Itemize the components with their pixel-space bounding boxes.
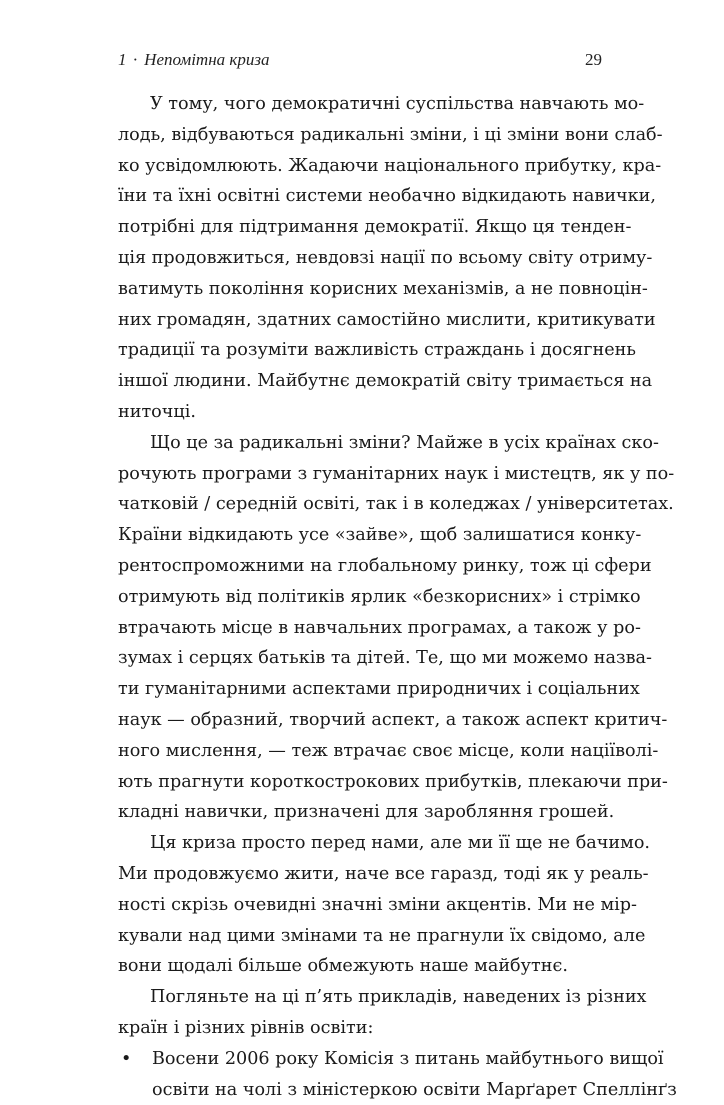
text-line: рентоспроможними на глобальному ринку, тож ці сфери [118, 551, 605, 582]
text-line: втрачають місце в навчальних програмах, а також у ро- [118, 613, 605, 644]
text-line: кладні навички, призначені для заробляння грошей. [118, 797, 605, 828]
bullet-first-line [118, 1044, 605, 1075]
body-text [118, 89, 605, 1105]
text-line: освіти на чолі з міністеркою освіти Марґарет Спеллінґз [118, 1075, 605, 1105]
text-line: ниточці. [118, 397, 605, 428]
chapter-number: 1 [118, 50, 127, 69]
text-line: Країни відкидають усе «зайве», щоб залишатися конку- [118, 520, 605, 551]
text-line: ють прагнути короткострокових прибутків, плекаючи при- [118, 767, 605, 798]
text-line: чатковій / середній освіті, так і в коледжах / університетах. [118, 489, 605, 520]
text-line: Що це за радикальні зміни? Майже в усіх країнах ско- [118, 428, 605, 459]
text-line: кували над цими змінами та не прагнули їх свідомо, але [118, 921, 605, 952]
text-line: іншої людини. Майбутнє демократій світу тримається на [118, 366, 605, 397]
text-line: ного мислення, — теж втрачає своє місце, коли націїволі- [118, 736, 605, 767]
paragraphs [118, 89, 605, 1044]
text-line: отримують від політиків ярлик «безкорисних» і стрімко [118, 582, 605, 613]
text-line: ти гуманітарними аспектами природничих і соціальних [118, 674, 605, 705]
text-line: зумах і серцях батьків та дітей. Те, що ми можемо назва- [118, 643, 605, 674]
chapter-title: Непомітна криза [144, 50, 269, 69]
paragraph [118, 89, 605, 428]
text-line: вони щодалі більше обмежують наше майбутнє. [118, 951, 605, 982]
text-line: потрібні для підтримання демократії. Якщо ця тенден- [118, 212, 605, 243]
text-line: Ця криза просто перед нами, але ми її ще не бачимо. [118, 828, 605, 859]
page-number: 29 [585, 50, 602, 70]
text-line: їни та їхні освітні системи необачно відкидають навички, [118, 181, 605, 212]
text-line: країн і різних рівнів освіти: [118, 1013, 605, 1044]
text-line: Ми продовжуємо жити, наче все гаразд, тоді як у реаль- [118, 859, 605, 890]
running-head-separator: · [133, 50, 139, 69]
text-line: ності скрізь очевидні значні зміни акцентів. Ми не мір- [118, 890, 605, 921]
running-head [118, 50, 269, 70]
paragraph [118, 428, 605, 828]
text-line: ватимуть покоління корисних механізмів, а не повноцін- [118, 274, 605, 305]
bullet-item [118, 1044, 605, 1105]
text-line: Восени 2006 року Комісія з питань майбутнього вищої [152, 1044, 605, 1075]
text-line: традиції та розуміти важливість страждань і досягнень [118, 335, 605, 366]
bullet-marker: • [121, 1044, 131, 1075]
text-line: ція продовжиться, невдовзі нації по всьому світу отриму- [118, 243, 605, 274]
text-line: лодь, відбуваються радикальні зміни, і ці зміни вони слаб- [118, 120, 605, 151]
paragraph [118, 982, 605, 1044]
text-line: Погляньте на ці п’ять прикладів, наведених із різних [118, 982, 605, 1013]
text-line: ко усвідомлюють. Жадаючи національного прибутку, кра- [118, 151, 605, 182]
text-line: наук — образний, творчий аспект, а також аспект критич- [118, 705, 605, 736]
paragraph [118, 828, 605, 982]
text-line: рочують програми з гуманітарних наук і мистецтв, як у по- [118, 459, 605, 490]
bullet-list [118, 1044, 605, 1105]
text-line: них громадян, здатних самостійно мислити, критикувати [118, 305, 605, 336]
text-line: У тому, чого демократичні суспільства навчають мо- [118, 89, 605, 120]
